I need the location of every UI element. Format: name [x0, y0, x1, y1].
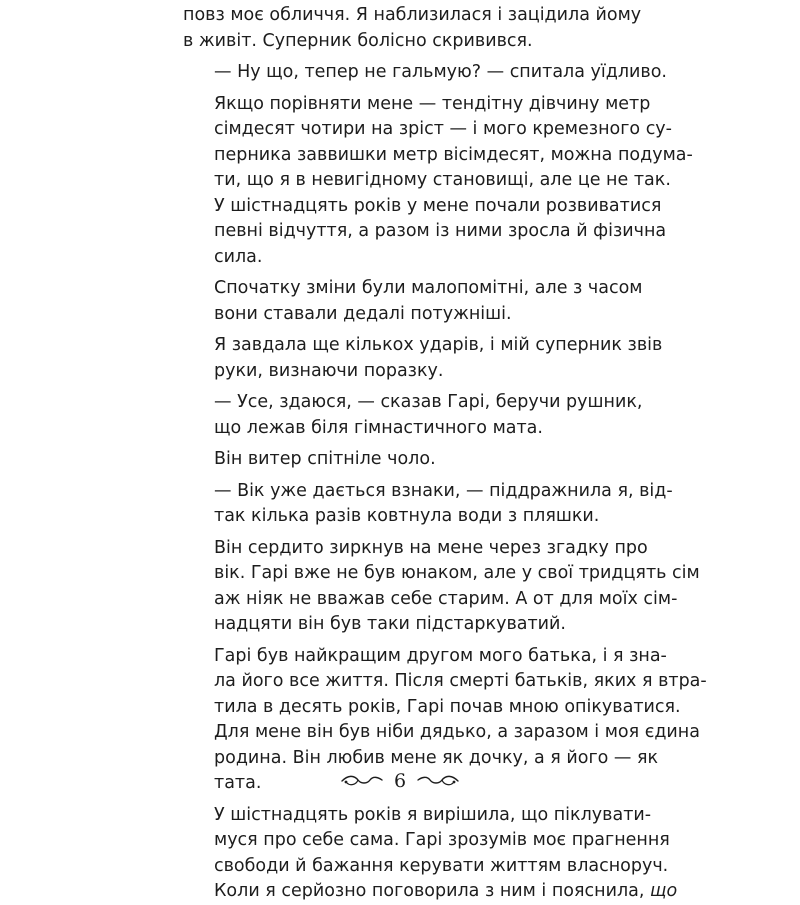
text-line-content: Спочатку зміни були малопомітні, але з часом: [214, 278, 643, 298]
text-line: [183, 504, 609, 530]
text-line-content: родина. Він любив мене як дочку, а я його — як: [214, 747, 659, 768]
paragraph: [183, 92, 693, 271]
text-line: [183, 60, 667, 86]
text-line: [183, 587, 678, 613]
text-line: [183, 695, 681, 721]
text-line: [183, 143, 693, 169]
paragraph: [183, 447, 609, 473]
text-line: [183, 803, 652, 829]
text-line: [183, 168, 671, 194]
paragraph: [183, 276, 643, 327]
text-line-content: Коли я серйозно поговорила з ним і пояснила,: [214, 881, 645, 901]
text-line-content: що лежав біля гімнастичного мата.: [214, 417, 543, 438]
paragraph: [183, 333, 663, 384]
text-line-content: муся про себе сама. Гарі зрозумів моє прагнення: [214, 830, 670, 850]
italic-word: що: [650, 881, 678, 901]
paragraph: [183, 479, 673, 530]
text-line: [183, 333, 663, 359]
text-line-content: — Вік уже дається взнаки, — піддражнила я, від-: [214, 480, 673, 501]
text-line: [183, 3, 642, 29]
text-line-content: свободи й бажання керувати життям власноруч.: [214, 855, 669, 876]
text-line-content: Гарі був найкращим другом мого батька, і я зна-: [214, 645, 667, 666]
text-line-content: сила.: [214, 246, 263, 267]
text-line: [183, 479, 673, 505]
paragraph: [183, 60, 667, 86]
flourish-left-icon: [340, 772, 384, 788]
text-line-content: тила в десять років, Гарі почав мною опікуватися.: [214, 696, 681, 717]
flourish-right-icon: [416, 772, 460, 788]
text-line: [183, 276, 643, 302]
text-line-content: вік. Гарі вже не був юнаком, але у свої тридцять сім: [214, 563, 700, 583]
text-line-content: так кілька разів ковтнула води з пляшки.: [214, 506, 600, 526]
text-line: [183, 644, 667, 670]
paragraph: [183, 390, 643, 441]
text-line-content: тата.: [214, 773, 262, 793]
text-line: [183, 245, 609, 271]
text-line: [183, 879, 678, 905]
text-line-content: надцяти він був таки підстаркуватий.: [214, 614, 566, 634]
text-line: [183, 416, 609, 442]
text-line: [183, 612, 609, 638]
text-line-content: ти, що я в невигідному становищі, але це не так.: [214, 170, 671, 190]
text-line: [183, 561, 700, 587]
text-line: [183, 359, 609, 385]
text-line-content: в живіт. Суперник болісно скривився.: [183, 30, 533, 51]
text-line-content: руки, визнаючи поразку.: [214, 360, 444, 381]
paragraph: [183, 536, 700, 638]
page-number: 6: [393, 770, 407, 792]
text-line-content: вони ставали дедалі потужніші.: [214, 303, 512, 324]
text-line: [183, 92, 651, 118]
text-line-content: — Усе, здаюся, — сказав Гарі, беручи рушник,: [214, 392, 643, 412]
text-line: [183, 669, 707, 695]
text-line-content: певні відчуття, а разом із ними зросла й фізична: [214, 221, 667, 241]
text-line-content: ла його все життя. Після смерті батьків, яких я втра-: [214, 671, 707, 691]
text-line: [183, 29, 609, 55]
text-line-content: Я завдала ще кількох ударів, і мій суперник звів: [214, 335, 663, 355]
paragraph: [183, 803, 678, 905]
text-line-content: сімдесят чотири на зріст — і мого кремезного су-: [214, 119, 672, 139]
text-line-content: Якщо порівняти мене — тендітну дівчину метр: [214, 93, 651, 114]
text-line-content: аж ніяк не вважав себе старим. А от для моїх сім-: [214, 588, 678, 609]
text-line-content: — Ну що, тепер не гальмую? — спитала уїдливо.: [214, 62, 667, 82]
text-line-content: Він витер спітніле чоло.: [214, 449, 436, 469]
text-line: [183, 720, 700, 746]
text-line-content: повз моє обличчя. Я наблизилася і зацідила йому: [183, 5, 642, 25]
text-line-content: У шістнадцять років у мене почали розвиватися: [214, 195, 662, 216]
text-line: [183, 194, 662, 220]
text-line: [183, 536, 648, 562]
text-line: [183, 219, 667, 245]
text-line-content: Для мене він був ніби дядько, а заразом і моя єдина: [214, 722, 700, 742]
text-line: [183, 302, 609, 328]
page-footer: [340, 768, 460, 798]
text-line: [183, 854, 669, 880]
text-line-content: У шістнадцять років я вирішила, що піклувати-: [214, 804, 652, 825]
paragraph: [183, 3, 642, 54]
text-line-content: Він сердито зиркнув на мене через згадку про: [214, 537, 648, 558]
text-line: [183, 117, 672, 143]
text-line: [183, 828, 670, 854]
text-line: [183, 447, 609, 473]
text-line: [183, 390, 643, 416]
text-line-content: перника заввишки метр вісімдесят, можна подума-: [214, 144, 693, 165]
